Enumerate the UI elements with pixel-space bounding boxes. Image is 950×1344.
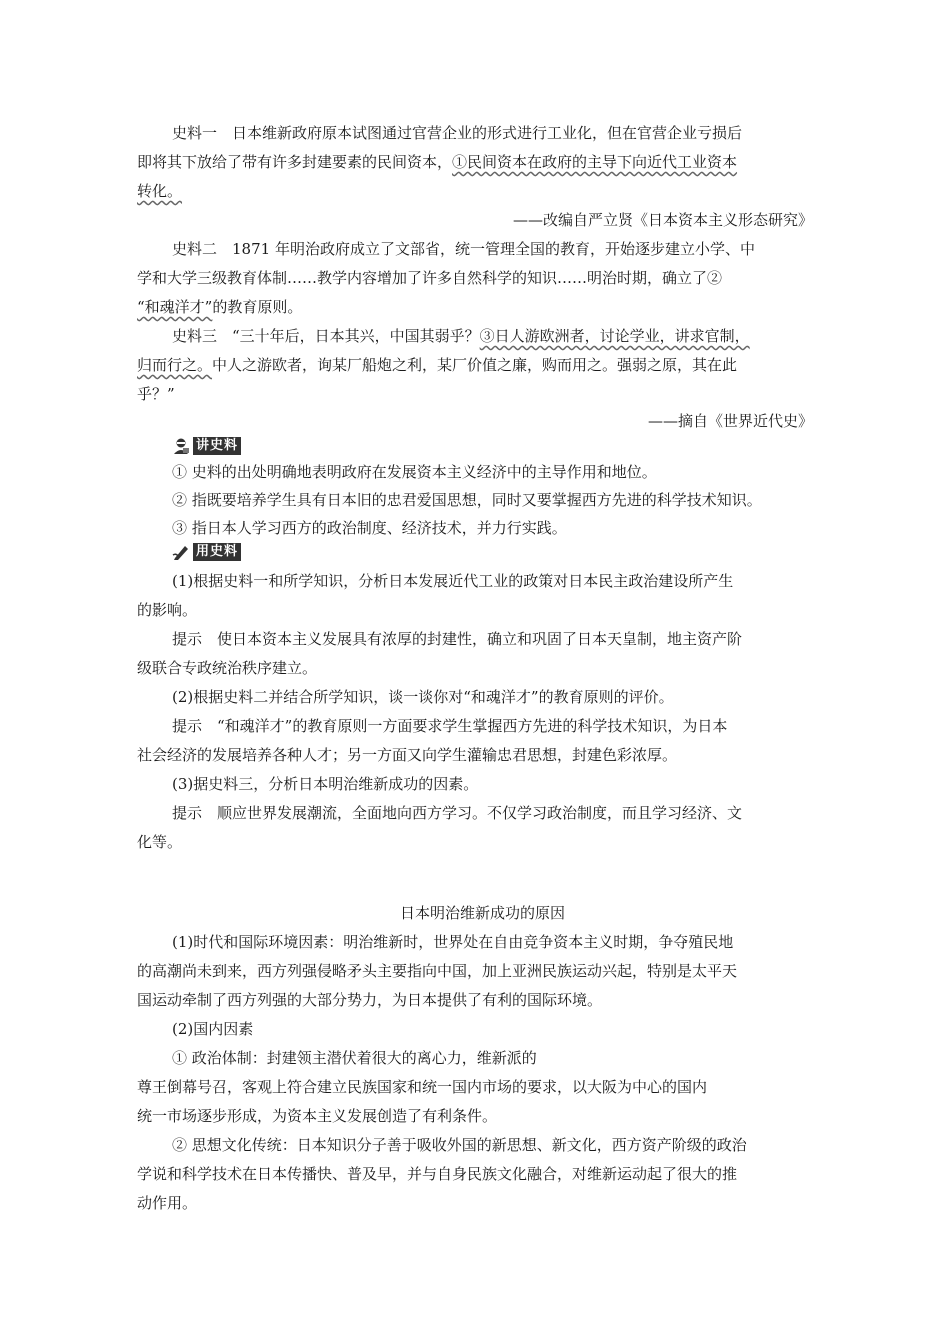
summary-p4-line-3: 动作用。 <box>137 1194 198 1212</box>
source-3-text-cont: 中人之游欧者，询某厂船炮之利，某厂价值之廉，购而用之。强弱之原，其在此 <box>212 356 738 374</box>
question-2-line-1: (2)根据史料二并结合所学知识，谈一谈你对“和魂洋才”的教育原则的评价。 <box>172 688 674 706</box>
answer-3-line-1: 提示 顺应世界发展潮流，全面地向西方学习。不仅学习政治制度，而且学习经济、文 <box>172 804 743 822</box>
summary-p3-line-3: 统一市场逐步形成，为资本主义发展创造了有利条件。 <box>137 1107 498 1125</box>
source-1-line-3 <box>137 181 182 201</box>
source-3-citation: ——摘自《世界近代史》 <box>647 412 813 430</box>
summary-p1-line-1: (1)时代和国际环境因素：明治维新时，世界处在自由竞争资本主义时期，争夺殖民地 <box>172 933 734 951</box>
source-3-line-2 <box>137 355 737 375</box>
source-2-marked-text: “和魂洋才” <box>137 298 213 316</box>
source-2-text: 的教育原则。 <box>212 298 303 316</box>
source-1-line-1: 史料一 日本维新政府原本试图通过官营企业的形式进行工业化，但在官营企业亏损后 <box>172 124 743 142</box>
source-2-line-1: 史料二 1871 年明治政府成立了文部省，统一管理全国的教育，开始逐步建立小学、中 <box>172 240 755 258</box>
explain-item-2: ② 指既要培养学生具有日本旧的忠君爱国思想，同时又要掌握西方先进的科学技术知识。 <box>172 491 762 509</box>
source-1-marked-text-end: 转化。 <box>137 182 183 200</box>
answer-2-line-2: 社会经济的发展培养各种人才；另一方面又向学生灌输忠君思想，封建色彩浓厚。 <box>137 746 678 764</box>
source-1-marked-text: ①民间资本在政府的主导下向近代工业资本 <box>452 153 738 171</box>
use-badge <box>172 543 241 561</box>
summary-p3-line-1: ① 政治体制：封建领主潜伏着很大的离心力，维新派的 <box>172 1049 537 1067</box>
question-1-line-2: 的影响。 <box>137 601 198 619</box>
summary-title: 日本明治维新成功的原因 <box>400 904 566 922</box>
answer-3-line-2: 化等。 <box>137 833 183 851</box>
source-2-line-3 <box>137 297 302 317</box>
explain-item-1: ① 史料的出处明确地表明政府在发展资本主义经济中的主导作用和地位。 <box>172 463 657 481</box>
source-2-line-2: 学和大学三级教育体制……教学内容增加了许多自然科学的知识……明治时期，确立了② <box>137 269 723 287</box>
explain-item-3: ③ 指日本人学习西方的政治制度、经济技术，并力行实践。 <box>172 519 567 537</box>
summary-p4-line-2: 学说和科学技术在日本传播快、普及早，并与自身民族文化融合，对维新运动起了很大的推 <box>137 1165 738 1183</box>
source-3-line-3: 乎？” <box>137 385 175 403</box>
use-badge-label: 用史料 <box>193 543 241 561</box>
teacher-icon <box>172 437 190 455</box>
question-3-line-1: (3)据史料三，分析日本明治维新成功的因素。 <box>172 775 479 793</box>
pen-icon <box>172 543 190 561</box>
source-3-marked-text: ③日人游欧洲者，讨论学业，讲求官制， <box>479 327 750 345</box>
answer-2-line-1: 提示 “和魂洋才”的教育原则一方面要求学生掌握西方先进的科学技术知识，为日本 <box>172 717 728 735</box>
explain-badge <box>172 437 241 455</box>
answer-1-line-2: 级联合专政统治秩序建立。 <box>137 659 318 677</box>
source-1-line-2 <box>137 152 737 172</box>
source-3-line-1 <box>172 326 750 346</box>
summary-p1-line-3: 国运动牵制了西方列强的大部分势力，为日本提供了有利的国际环境。 <box>137 991 603 1009</box>
source-3-text: 史料三 “三十年后，日本其兴，中国其弱乎？ <box>172 327 480 345</box>
source-3-marked-text-end: 归而行之。 <box>137 356 213 374</box>
question-1-line-1: (1)根据史料一和所学知识，分析日本发展近代工业的政策对日本民主政治建设所产生 <box>172 572 734 590</box>
summary-p4-line-1: ② 思想文化传统：日本知识分子善于吸收外国的新思想、新文化，西方资产阶级的政治 <box>172 1136 747 1154</box>
source-1-text: 即将其下放给了带有许多封建要素的民间资本， <box>137 153 453 171</box>
answer-1-line-1: 提示 使日本资本主义发展具有浓厚的封建性，确立和巩固了日本天皇制，地主资产阶 <box>172 630 743 648</box>
summary-p2-line-1: (2)国内因素 <box>172 1020 254 1038</box>
summary-p3-line-2: 尊王倒幕号召，客观上符合建立民族国家和统一国内市场的要求，以大阪为中心的国内 <box>137 1078 708 1096</box>
explain-badge-label: 讲史料 <box>193 437 241 455</box>
source-1-citation: ——改编自严立贤《日本资本主义形态研究》 <box>512 211 813 229</box>
summary-p1-line-2: 的高潮尚未到来，西方列强侵略矛头主要指向中国，加上亚洲民族运动兴起，特别是太平天 <box>137 962 738 980</box>
